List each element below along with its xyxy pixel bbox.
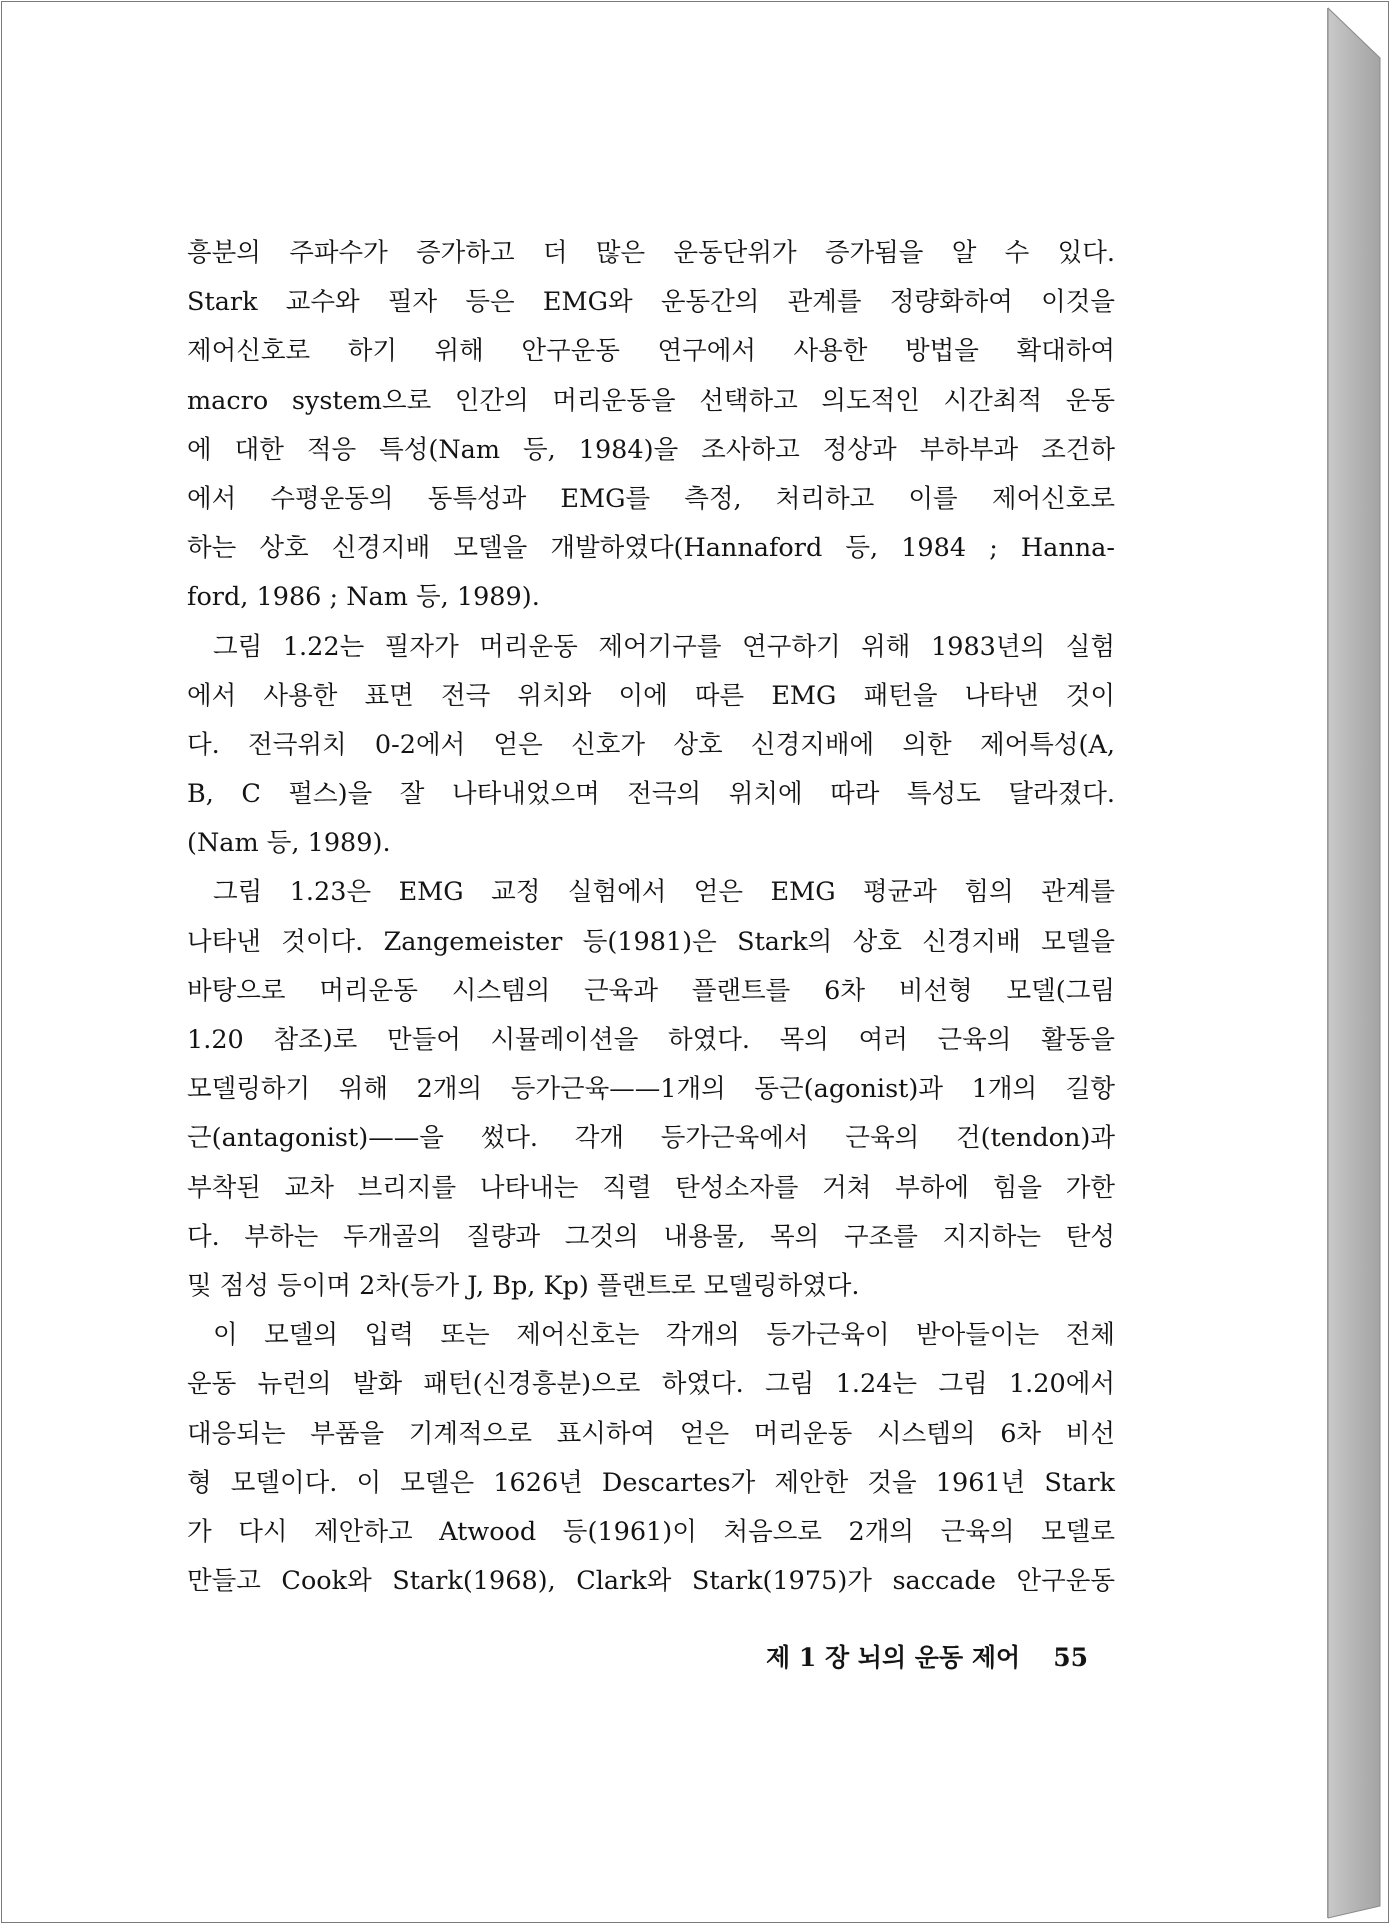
text-line: 나타낸 것이다. Zangemeister 등(1981)은 Stark의 상호 신경지배 모델을 [187,926,1115,957]
text-line: Stark 교수와 필자 등은 EMG와 운동간의 관계를 정량화하여 이것을 [187,287,1115,318]
text-line: 그림 1.22는 필자가 머리운동 제어기구를 연구하기 위해 1983년의 실험 [213,631,1115,662]
text-line: 1.20 참조)로 만들어 시뮬레이션을 하였다. 목의 여러 근육의 활동을 [187,1025,1115,1055]
text-line: 다. 부하는 두개골의 질량과 그것의 내용물, 목의 구조를 지지하는 탄성 [187,1221,1115,1252]
text-line: 에 대한 적응 특성(Nam 등, 1984)을 조사하고 정상과 부하부과 조건하 [187,434,1115,465]
text-line: 에서 사용한 표면 전극 위치와 이에 따른 EMG 패턴을 나타낸 것이 [187,680,1115,711]
text-line: macro system으로 인간의 머리운동을 선택하고 의도적인 시간최적 운동 [187,385,1115,416]
text-line: 바탕으로 머리운동 시스템의 근육과 플랜트를 6차 비선형 모델(그림 [187,975,1115,1006]
text-line: 제어신호로 하기 위해 안구운동 연구에서 사용한 방법을 확대하여 [187,336,1115,367]
text-line: 대응되는 부품을 기계적으로 표시하여 얻은 머리운동 시스템의 6차 비선 [187,1418,1115,1449]
text-line: 하는 상호 신경지배 모델을 개발하였다(Hannaford 등, 1984 ; Hanna- [187,533,1115,564]
text-line: 및 점성 등이며 2차(등가 J, Bp, Kp) 플랜트로 모델링하였다. [187,1270,860,1301]
text-line: 만들고 Cook와 Stark(1968), Clark와 Stark(1975)가 saccade 안구운동 [187,1566,1115,1597]
text-line: 운동 뉴런의 발화 패턴(신경흥분)으로 하였다. 그림 1.24는 그림 1.20에서 [187,1369,1115,1400]
text-line: 다. 전극위치 0-2에서 얻은 신호가 상호 신경지배에 의한 제어특성(A, [187,729,1115,760]
text-line: 가 다시 제안하고 Atwood 등(1961)이 처음으로 2개의 근육의 모델로 [187,1516,1115,1547]
book-side-edge [1328,0,1392,1926]
text-line: 이 모델의 입력 또는 제어신호는 각개의 등가근육이 받아들이는 전체 [213,1320,1115,1351]
text-line: 그림 1.23은 EMG 교정 실험에서 얻은 EMG 평균과 힘의 관계를 [213,877,1115,908]
text-line: B, C 펄스)을 잘 나타내었으며 전극의 위치에 따라 특성도 달라졌다. [187,779,1115,810]
text-line: 형 모델이다. 이 모델은 1626년 Descartes가 제안한 것을 1961년 Stark [187,1467,1115,1498]
text-line: 에서 수평운동의 동특성과 EMG를 측정, 처리하고 이를 제어신호로 [187,483,1115,514]
body-text [187,229,1115,1606]
page-number: 55 [1053,1643,1088,1672]
chapter-label: 제 1 장 뇌의 운동 제어 [766,1643,1021,1672]
text-line: 근(antagonist)——을 썼다. 각개 등가근육에서 근육의 건(tendon)과 [187,1123,1115,1154]
text-line: 흥분의 주파수가 증가하고 더 많은 운동단위가 증가됨을 알 수 있다. [187,238,1115,268]
text-line: (Nam 등, 1989). [187,828,391,859]
text-line: 모델링하기 위해 2개의 등가근육——1개의 동근(agonist)과 1개의 길항 [187,1074,1115,1105]
text-line: 부착된 교차 브리지를 나타내는 직렬 탄성소자를 거쳐 부하에 힘을 가한 [187,1172,1115,1203]
page-footer [766,1638,1088,1678]
text-line: ford, 1986 ; Nam 등, 1989). [187,582,540,613]
